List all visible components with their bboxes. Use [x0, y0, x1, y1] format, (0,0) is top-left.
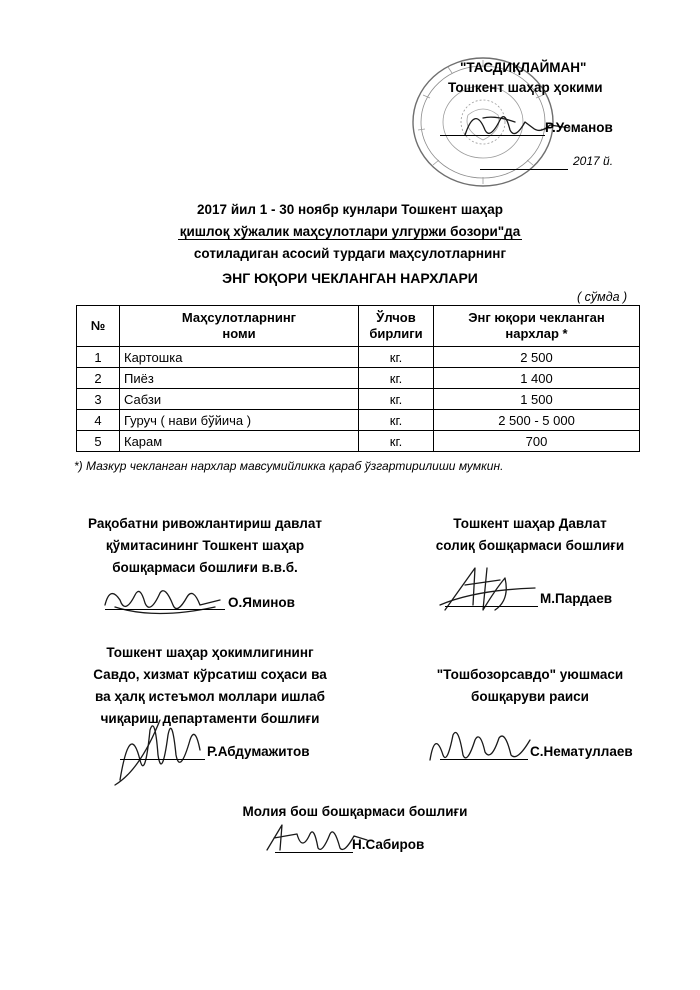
approval-date-line — [480, 169, 568, 170]
trade-title-line-2: Савдо, хизмат кўрсатиш соҳаси ва — [93, 667, 327, 682]
row-price: 2 500 - 5 000 — [434, 410, 640, 431]
footnote: *) Мазкур чекланган нархлар мавсумийликка қараб ўзгартирилиши мумкин. — [74, 459, 504, 473]
row-price: 1 400 — [434, 368, 640, 389]
row-unit: кг. — [359, 347, 434, 368]
row-number: 3 — [77, 389, 120, 410]
row-number: 1 — [77, 347, 120, 368]
trade-title-line-3: ва ҳалқ истеъмол моллари ишлаб — [95, 689, 325, 704]
row-price: 2 500 — [434, 347, 640, 368]
header-product-name — [120, 306, 359, 347]
association-signature — [425, 720, 535, 770]
heading-line-1: 2017 йил 1 - 30 ноябр кунлари Тошкент шаҳар — [197, 202, 503, 217]
signature-block-competition — [70, 513, 340, 579]
trade-signature — [100, 700, 210, 790]
tax-title-line-1: Тошкент шаҳар Давлат — [453, 516, 607, 531]
header-price-line-1: Энг юқори чекланган — [468, 310, 605, 325]
row-product-name: Сабзи — [120, 389, 359, 410]
competition-name: О.Яминов — [228, 595, 295, 610]
trade-title-line-4: чиқариш департаменти бошлиғи — [100, 711, 320, 726]
table-row — [77, 410, 640, 431]
header-price-line-2: нархлар * — [505, 326, 568, 341]
row-number: 5 — [77, 431, 120, 452]
row-product-name: Гуруч ( нави бўйича ) — [120, 410, 359, 431]
price-table — [76, 305, 640, 452]
competition-signature-line — [105, 609, 225, 610]
heading-line-2-text: қишлоқ хўжалик маҳсулотлари улгуржи бозори"да — [179, 224, 521, 239]
trade-signature-line — [120, 759, 205, 760]
trade-title-line-1: Тошкент шаҳар ҳокимлигининг — [106, 645, 314, 660]
header-product-name-line-1: Маҳсулотларнинг — [181, 310, 297, 325]
approval-name: Р.Усманов — [545, 120, 613, 135]
row-number: 4 — [77, 410, 120, 431]
signature-block-tax — [415, 513, 645, 557]
competition-title-line-3: бошқармаси бошлиғи в.в.б. — [112, 560, 298, 575]
currency-unit-note: ( сўмда ) — [577, 290, 628, 304]
tax-name: М.Пардаев — [540, 591, 613, 606]
heading-main: ЭНГ ЮҚОРИ ЧЕКЛАНГАН НАРХЛАРИ — [222, 270, 478, 286]
tax-title-line-2: солиқ бошқармаси бошлиғи — [435, 538, 625, 553]
association-name: С.Нематуллаев — [530, 744, 633, 759]
approval-signature-line — [440, 135, 545, 136]
header-number-text: № — [90, 318, 106, 333]
row-unit: кг. — [359, 431, 434, 452]
finance-signature-line — [275, 852, 353, 853]
row-unit: кг. — [359, 389, 434, 410]
row-price: 1 500 — [434, 389, 640, 410]
header-unit-line-1: Ўлчов — [376, 310, 416, 325]
trade-name: Р.Абдумажитов — [207, 744, 310, 759]
header-unit — [359, 306, 434, 347]
approval-title: "ТАСДИҚЛАЙМАН" — [460, 60, 587, 75]
row-unit: кг. — [359, 368, 434, 389]
signature-block-association — [415, 664, 645, 708]
table-row — [77, 347, 640, 368]
competition-signature — [95, 575, 225, 625]
finance-name: Н.Сабиров — [352, 837, 425, 852]
competition-title-line-2: қўмитасининг Тошкент шаҳар — [105, 538, 305, 553]
finance-title-line-1: Молия бош бошқармаси бошлиғи — [242, 804, 468, 819]
tax-signature — [425, 560, 545, 620]
header-product-name-line-2: номи — [222, 326, 256, 341]
approval-position: Тошкент шаҳар ҳокими — [448, 80, 603, 95]
table-row — [77, 389, 640, 410]
header-price — [434, 306, 640, 347]
header-number — [77, 306, 120, 347]
association-signature-line — [440, 759, 528, 760]
header-unit-line-2: бирлиги — [369, 326, 423, 341]
row-product-name: Пиёз — [120, 368, 359, 389]
row-price: 700 — [434, 431, 640, 452]
tax-signature-line — [445, 606, 538, 607]
table-row — [77, 431, 640, 452]
row-unit: кг. — [359, 410, 434, 431]
table-header-row — [77, 306, 640, 347]
row-number: 2 — [77, 368, 120, 389]
row-product-name: Картошка — [120, 347, 359, 368]
competition-title-line-1: Рақобатни ривожлантириш давлат — [88, 516, 322, 531]
row-product-name: Карам — [120, 431, 359, 452]
table-row — [77, 368, 640, 389]
heading-line-3: сотиладиган асосий турдаги маҳсулотларнинг — [193, 246, 507, 261]
heading-line-2 — [0, 224, 700, 239]
approval-date: 2017 й. — [573, 154, 614, 168]
association-title-line-1: "Тошбозорсавдо" уюшмаси — [436, 667, 624, 682]
association-title-line-2: бошқаруви раиси — [471, 689, 589, 704]
